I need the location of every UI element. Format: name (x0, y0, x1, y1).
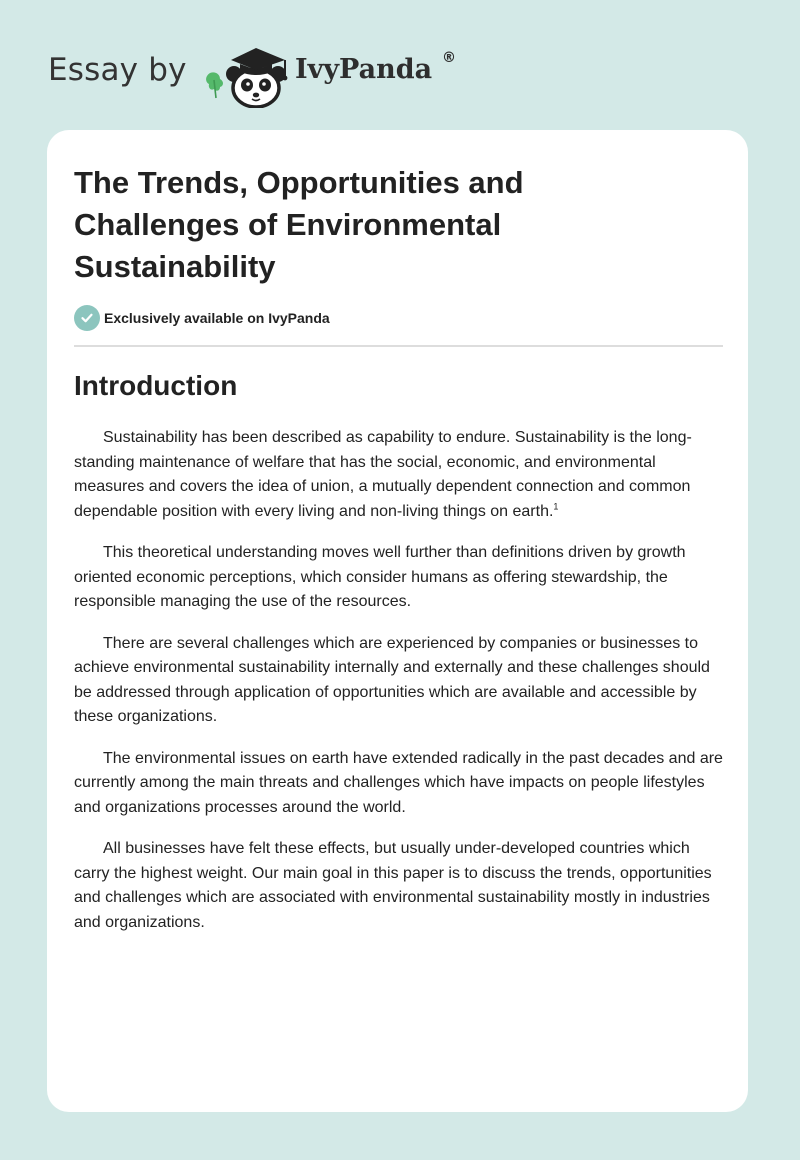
essay-body (74, 426, 729, 952)
paragraph-text: The environmental issues on earth have extended radically in the past decades and are currently among the main threats and challenges which have impacts on people lifestyles and organizations processes around the world. (74, 749, 723, 816)
divider (74, 345, 723, 347)
brand-header[interactable] (48, 36, 508, 108)
essay-card (47, 130, 748, 1112)
paragraph-text: This theoretical understanding moves well further than definitions driven by growth oriented economic perceptions, which consider humans as offering stewardship, the responsible managing the use of the resources. (74, 544, 686, 610)
exclusive-badge (74, 305, 330, 331)
paragraph (74, 426, 729, 524)
paragraph-text: All businesses have felt these effects, but usually under-developed countries which carry the highest weight. Our main goal in this paper is to discuss the trends, opportunities and challenges which are associated with environmental sustainability mostly in industries and organizations. (74, 840, 712, 931)
badge-label: Exclusively available on IvyPanda (104, 310, 330, 326)
paragraph (74, 837, 729, 935)
panda-graduate-icon (202, 36, 292, 108)
trademark-symbol: ® (442, 50, 456, 66)
paragraph (74, 747, 729, 821)
paragraph (74, 632, 729, 730)
ivy-leaf-icon (206, 72, 223, 98)
paragraph (74, 541, 729, 615)
check-icon (74, 305, 100, 331)
brand-prefix: Essay by (48, 52, 187, 88)
footnote-ref[interactable]: 1 (553, 501, 559, 512)
essay-title: The Trends, Opportunities and Challenges of Environmental Sustainability (74, 165, 524, 284)
section-heading: Introduction (74, 370, 238, 401)
paragraph-text: There are several challenges which are experienced by companies or businesses to achieve environmental sustainability internally and externally and these challenges should be addressed through application of opportunities which are available and accessible by these organizations. (74, 634, 710, 725)
brand-name: IvyPanda (295, 54, 433, 85)
paragraph-text: Sustainability has been described as capability to endure. Sustainability is the long-standing maintenance of welfare that has the social, economic, and environmental measures and covers the idea of union, a mutually dependent connection and common dependable position with every living and non-living things on earth. (74, 429, 692, 520)
